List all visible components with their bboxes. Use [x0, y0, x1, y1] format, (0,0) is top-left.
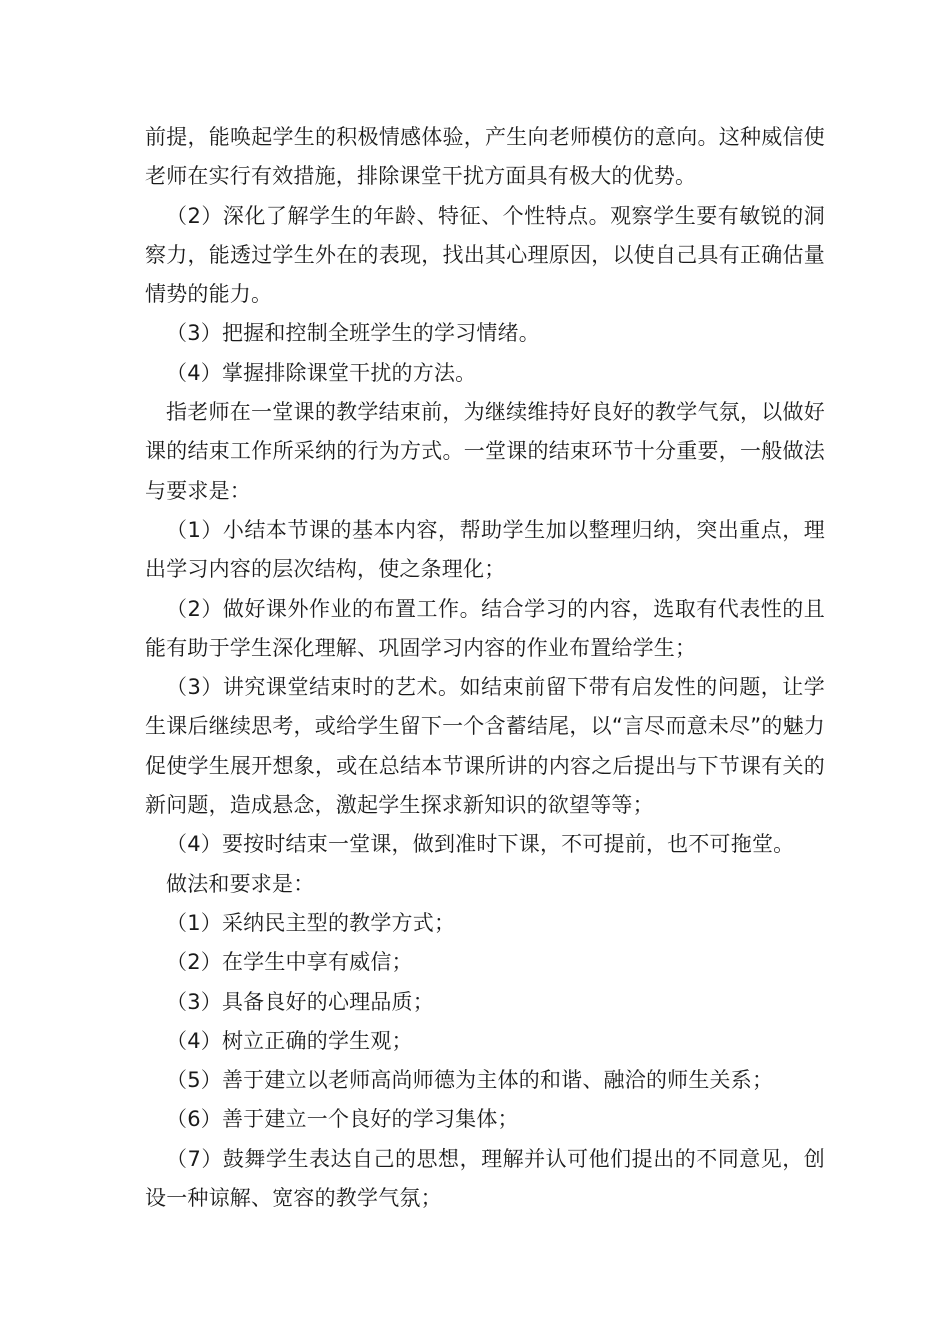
- paragraph-method-item-5: （5）善于建立以老师高尚师德为主体的和谐、融洽的师生关系；: [166, 1068, 774, 1093]
- document-body: [145, 118, 825, 1218]
- paragraph-item-3-control-emotion: （3）把握和控制全班学生的学习情绪。: [166, 321, 540, 346]
- paragraph-lesson-ending-definition: 指老师在一堂课的教学结束前，为继续维持好良好的教学气氛，以做好课的结束工作所采纳的行为方式。一堂课的结束环节十分重要，一般做法与要求是：: [145, 400, 825, 503]
- paragraph-method-item-7: （7）鼓舞学生表达自己的思想，理解并认可他们提出的不同意见，创设一种谅解、宽容的教学气氛；: [145, 1146, 825, 1211]
- paragraph-method-item-4: （4）树立正确的学生观；: [166, 1028, 413, 1053]
- paragraph-method-item-1: （1）采纳民主型的教学方式；: [166, 910, 456, 935]
- paragraph-method-item-2: （2）在学生中享有威信；: [166, 950, 413, 975]
- paragraph-methods-heading: 做法和要求是：: [166, 871, 315, 896]
- paragraph-item-2-understand-students: （2）深化了解学生的年龄、特征、个性特点。观察学生要有敏锐的洞察力，能透过学生外在的表现，找出其心理原因，以使自己具有正确估量情势的能力。: [145, 203, 825, 307]
- paragraph-ending-item-2: （2）做好课外作业的布置工作。结合学习的内容，选取有代表性的且能有助于学生深化理解、巩固学习内容的作业布置给学生；: [145, 596, 825, 660]
- paragraph-intro-continuation: 前提，能唤起学生的积极情感体验，产生向老师模仿的意向。这种威信使老师在实行有效措施，排除课堂干扰方面具有极大的优势。: [145, 125, 825, 189]
- paragraph-ending-item-3: （3）讲究课堂结束时的艺术。如结束前留下带有启发性的问题，让学生课后继续思考，或给学生留下一个含蓄结尾，以“言尽而意未尽”的魅力促使学生展开想象，或在总结本节课所讲的内容之后提出与下节课有关的新问题，造成悬念，激起学生探求新知识的欲望等等；: [145, 675, 825, 818]
- paragraph-ending-item-4: （4）要按时结束一堂课，做到准时下课，不可提前，也不可拖堂。: [166, 832, 795, 857]
- paragraph-method-item-3: （3）具备良好的心理品质；: [166, 989, 434, 1014]
- paragraph-ending-item-1: （1）小结本节课的基本内容，帮助学生加以整理归纳，突出重点，理出学习内容的层次结构，使之条理化；: [145, 517, 825, 582]
- paragraph-method-item-6: （6）善于建立一个良好的学习集体；: [166, 1107, 519, 1132]
- paragraph-item-4-remove-interference: （4）掌握排除课堂干扰的方法。: [166, 360, 477, 385]
